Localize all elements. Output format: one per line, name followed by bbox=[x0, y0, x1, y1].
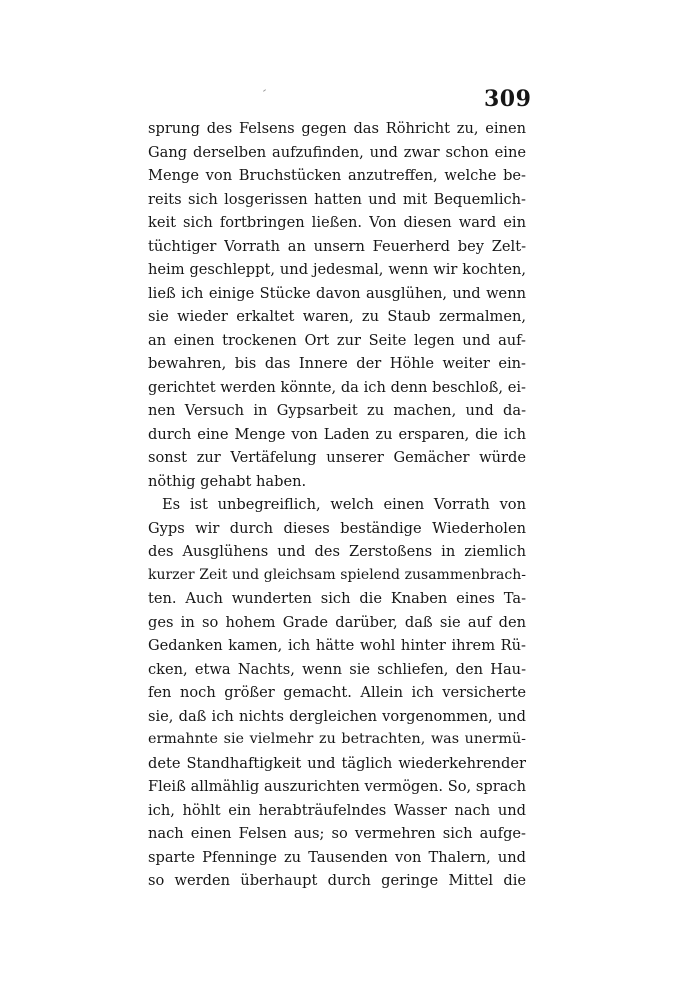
text-line: ich, höhlt ein herabträufelndes Wasser nach und bbox=[148, 801, 526, 819]
text-line: Gedanken kamen, ich hätte wohl hinter ihrem Rü- bbox=[148, 637, 526, 654]
text-line: so werden überhaupt durch geringe Mittel die bbox=[148, 872, 526, 889]
text-line: keit sich fortbringen ließen. Von diesen ward ein bbox=[148, 214, 526, 231]
text-line: sie, daß ich nichts dergleichen vorgenommen, und bbox=[148, 707, 526, 725]
text-line: Gyps wir durch dieses beständige Wiederholen bbox=[148, 519, 526, 537]
text-line: reits sich losgerissen hatten und mit Bequemlich- bbox=[148, 190, 526, 208]
body-text bbox=[148, 117, 526, 893]
text-line: sprung des Felsens gegen das Röhricht zu, einen bbox=[148, 120, 526, 137]
text-line: ges in so hohem Grade darüber, daß sie auf den bbox=[148, 613, 526, 631]
text-line: dete Standhaftigkeit und täglich wiederkehrender bbox=[148, 754, 526, 772]
text-line: Gang derselben aufzufinden, und zwar schon eine bbox=[148, 143, 526, 161]
text-line: ließ ich einige Stücke davon ausglühen, und wenn bbox=[148, 284, 526, 302]
page-number: 309 bbox=[484, 86, 532, 112]
text-line: ten. Auch wunderten sich die Knaben eines Ta- bbox=[148, 590, 526, 607]
text-line: kurzer Zeit und gleichsam spielend zusammenbrach- bbox=[148, 566, 526, 583]
text-line: cken, etwa Nachts, wenn sie schliefen, den Hau- bbox=[148, 660, 526, 678]
text-line: ermahnte sie vielmehr zu betrachten, was unermü- bbox=[148, 731, 526, 747]
text-line: gerichtet werden könnte, da ich denn beschloß, ei- bbox=[148, 378, 526, 396]
text-line: Fleiß allmählig auszurichten vermögen. So, sprach bbox=[148, 778, 526, 795]
text-line: tüchtiger Vorrath an unsern Feuerherd bey Zelt- bbox=[148, 237, 526, 255]
text-line: nach einen Felsen aus; so vermehren sich aufge- bbox=[148, 825, 526, 842]
text-line: des Ausglühens und des Zerstoßens in ziemlich bbox=[148, 543, 526, 560]
text-line: an einen trockenen Ort zur Seite legen und auf- bbox=[148, 331, 526, 349]
text-line: nöthig gehabt haben. bbox=[148, 472, 307, 490]
text-line: Es ist unbegreiflich, welch einen Vorrath von bbox=[162, 496, 526, 513]
text-line: durch eine Menge von Laden zu ersparen, die ich bbox=[148, 425, 526, 443]
text-line: sonst zur Vertäfelung unserer Gemächer würde bbox=[148, 449, 526, 466]
text-line: heim geschleppt, und jedesmal, wenn wir kochten, bbox=[148, 261, 526, 278]
text-line: bewahren, bis das Innere der Höhle weiter ein- bbox=[148, 355, 526, 372]
text-line: nen Versuch in Gypsarbeit zu machen, und da- bbox=[148, 402, 526, 419]
paper-speck bbox=[263, 89, 266, 92]
text-line: sparte Pfenninge zu Tausenden von Thalern, und bbox=[148, 848, 526, 866]
text-line: fen noch größer gemacht. Allein ich versicherte bbox=[148, 684, 526, 701]
text-line: sie wieder erkaltet waren, zu Staub zermalmen, bbox=[148, 308, 526, 325]
text-line: Menge von Bruchstücken anzutreffen, welche be- bbox=[148, 167, 526, 184]
